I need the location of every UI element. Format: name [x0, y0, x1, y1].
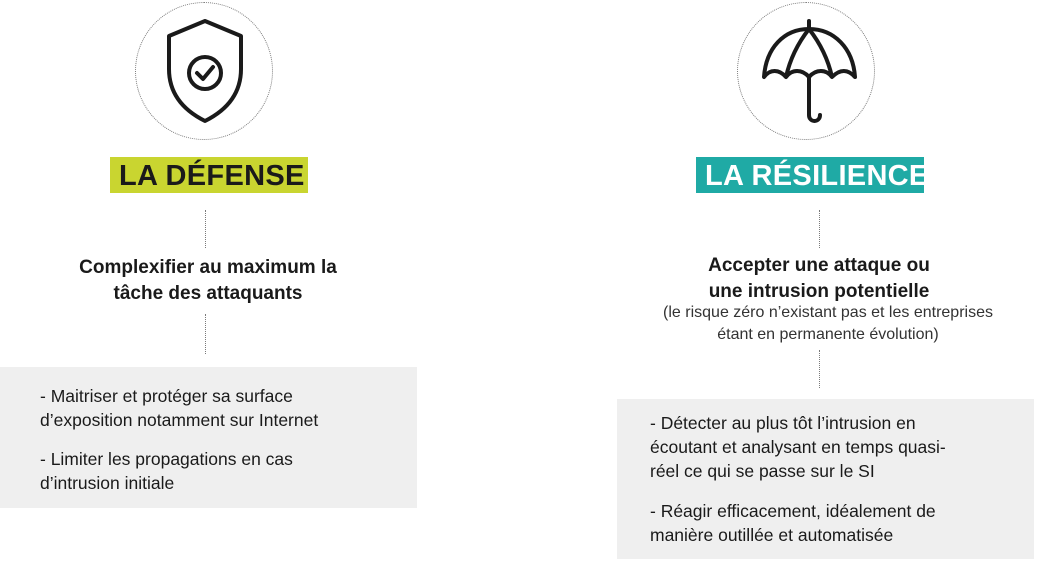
defense-bullet-1	[40, 384, 413, 432]
defense-connector-top	[205, 210, 206, 248]
shield-check-icon	[136, 3, 274, 141]
resilience-bullet-2-line2: manière outillée et automatisée	[650, 525, 894, 545]
resilience-bullet-1-line2: écoutant et analysant en temps quasi-	[650, 437, 946, 457]
defense-heading	[40, 255, 376, 307]
resilience-connector-bottom	[819, 350, 820, 388]
umbrella-icon	[738, 3, 876, 141]
defense-bullet-1-line2: d’exposition notamment sur Internet	[40, 410, 319, 430]
resilience-badge: LA RÉSILIENCE	[696, 157, 924, 193]
resilience-bullet-2-line1: - Réagir efficacement, idéalement de	[650, 501, 936, 521]
defense-bullet-2-line1: - Limiter les propagations en cas	[40, 449, 293, 469]
resilience-heading	[628, 253, 1010, 305]
defense-heading-line2: tâche des attaquants	[113, 283, 303, 304]
defense-badge: LA DÉFENSE	[110, 157, 308, 193]
resilience-note-line1: (le risque zéro n’existant pas et les entreprises	[663, 304, 993, 321]
defense-bullet-2	[40, 447, 413, 495]
resilience-bullet-1-line3: réel ce qui se passe sur le SI	[650, 461, 875, 481]
defense-bullet-2-line2: d’intrusion initiale	[40, 473, 175, 493]
resilience-heading-line2: une intrusion potentielle	[708, 281, 930, 302]
defense-heading-line1: Complexifier au maximum la	[79, 257, 337, 278]
resilience-heading-line1: Accepter une attaque ou	[708, 255, 930, 276]
resilience-note	[628, 302, 1028, 346]
resilience-bullet-1	[650, 411, 1043, 483]
resilience-note-line2: étant en permanente évolution)	[717, 326, 939, 343]
defense-connector-bottom	[205, 314, 206, 354]
defense-icon-circle	[135, 2, 273, 140]
resilience-bullet-1-line1: - Détecter au plus tôt l’intrusion en	[650, 413, 916, 433]
resilience-bullet-2	[650, 499, 1043, 547]
resilience-icon-circle	[737, 2, 875, 140]
resilience-connector-top	[819, 210, 820, 248]
defense-bullet-1-line1: - Maitriser et protéger sa surface	[40, 386, 293, 406]
